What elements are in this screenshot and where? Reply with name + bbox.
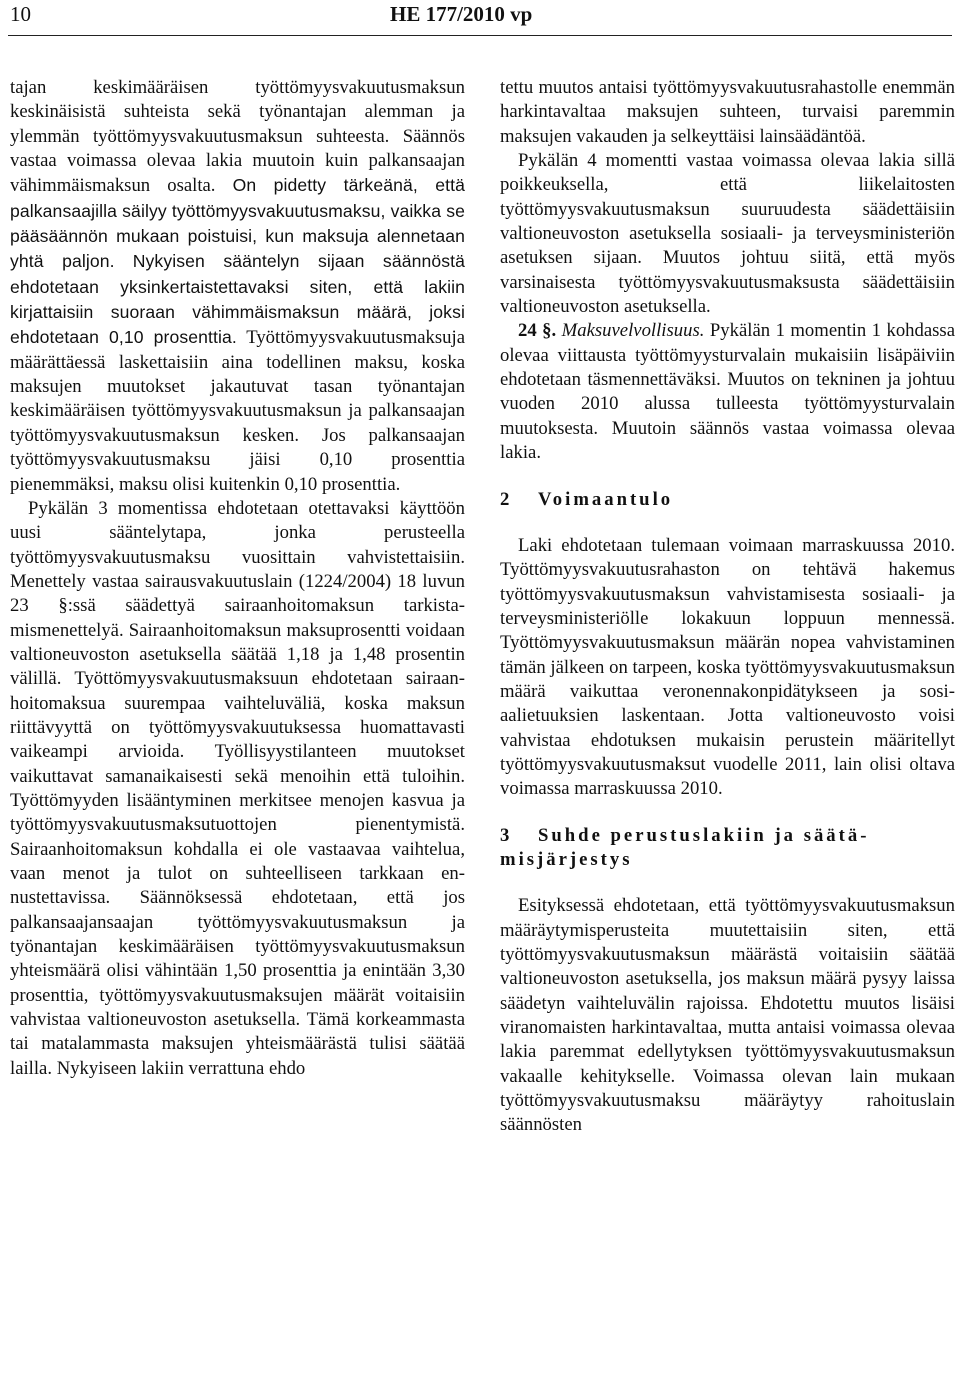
heading-number: 2 xyxy=(500,488,510,510)
paragraph-constitution: Esityksessä ehdotetaan, että työttömyysvakuutusmaksun määräytymisperusteita muutettaisiin siten, että työttömyysvakuutusmaksun määrästä voitaisiin säätää valtioneuvoston asetuksella, jos maksun määrä pysyy laissa säädetyn vaihteluvälin rajoissa. Ehdotettu muutos lisäisi viranomaisten harkintavaltaa, mutta antaisi voimassa olevaa lakia paremmat edellytyksen työttömyysvakuutusmaksun vakaalle kehitykselle. Voimassa olevan lain mukaan työttömyysvakuutusmaksu määräytyy rahoituslain säännösten xyxy=(500,895,955,1136)
heading-text: Voimaantulo xyxy=(538,488,674,510)
page-header xyxy=(0,0,960,40)
paragraph-section-24 xyxy=(500,319,955,465)
heading-voimaantulo xyxy=(500,488,955,512)
text-segment: On pidetty tärkeänä, että palkansaajilla säilyy työttömyysvakuutusmaksu, vaikka se pääsäännön mukaan poistuisi, kun maksuja alennetaan yhtä paljon. xyxy=(10,175,465,272)
page-number: 10 xyxy=(10,2,31,26)
text-segment: Nykyisen sääntelyn sijaan säännöstä ehdotetaan yksinkertaistettavaksi siten, että lakiin kirjattaisiin suoraan vähimmäismaksun määrä, joksi ehdotetaan 0,10 prosenttia. xyxy=(10,251,466,348)
section-text: Pykälän 1 momentin 1 kohdassa olevaa viittausta työttömyysturvalain mukaisiin lisäpäiviin ehdotetaan täsmennettäväksi. Muutos on tekninen ja johtuu vuoden 2010 alussa tulleesta työttömyysturvalain muutoksesta. Muutoin säännös vastaa voimassa olevaa lakia. xyxy=(500,320,955,464)
paragraph-section-rationale xyxy=(10,76,465,497)
left-column xyxy=(10,76,465,1081)
heading-text: Suhde perustuslakiin ja säätämisjärjestys xyxy=(500,824,867,870)
text-segment: tajan keskimääräisen työttömyysvakuutusmaksun keskinäisistä suhteista sekä työnantajan alemman ja ylemmän työttömyysvakuutusmaksun suhteesta. Säännös vastaa voimassa olevaa lakia muutoin kuin palkansaajan vähimmäismaksun osalta. xyxy=(10,77,465,197)
section-title: Maksuvelvollisuus. xyxy=(561,320,705,342)
paragraph-continuation: tettu muutos antaisi työttömyysvakuutusrahastolle enemmän harkintavaltaa maksujen suhteen, turvaisi paremmin maksujen vakauden ja selkeyttäisi lainsäädäntöä. xyxy=(500,77,955,147)
paragraph-moment-4: Pykälän 4 momentti vastaa voimassa olevaa lakia sillä poikkeuksella, että liikelaitosten työttömyysvakuutusmaksun suuruudesta säädettäisiin valtioneuvoston asetuksella sosiaali- ja terveysministeriön asetuksen sijaan. Muutos johtuu siitä, että myös varsinaisesta työttömyysvakuutusmaksusta säädettäisiin valtioneuvoston asetuksella. xyxy=(500,150,955,318)
paragraph-entry-into-force: Laki ehdotetaan tulemaan voimaan marraskuussa 2010. Työttömyysvakuutusrahaston on tehtävä hakemus työttömyysvakuutusmaksun vahvistamisesta sosiaali- ja terveysministeriölle lokakuun loppuun mennessä. Työttömyysvakuutusmaksun määrän nopea vahvistaminen tämän jälkeen on tarpeen, koska työttömyysvakuutusmaksun määrä vaikuttaa veronennakonpidätykseen ja sosiaalietuuksien laskentaan. Jotta valtioneuvosto voisi vahvistaa ehdotuksen mukaisin perustein määritellyt työttömyysvakuutusmaksut vuodelle 2011, lain olisi oltava voimassa marraskuussa 2010. xyxy=(500,534,955,800)
heading-number: 3 xyxy=(500,824,510,846)
document-reference: HE 177/2010 vp xyxy=(390,2,533,26)
heading-constitution xyxy=(500,824,955,873)
section-number: 24 §. xyxy=(518,320,557,342)
paragraph-moment-3: Pykälän 3 momentissa ehdotetaan otettavaksi käyttöön uusi sääntelytapa, jonka perusteella työttömyysvakuutusmaksu vuosittain vahvistettaisiin. Menettely vastaa sairausvakuutuslain (1224/2004) 18 luvun 23 §:ssä säädettyä sairaanhoitomaksun tarkistamismenettelyä. Sairaanhoitomaksun maksuprosentti voidaan valtioneuvoston asetuksella säätää 1,18 ja 1,48 prosentin välillä. Työttömyysvakuutusmaksuun ehdotetaan sairaanhoitomaksua suurempaa vaihteluväliä, koska maksun riittävyyttä on työttömyysvakuutuksessa huomattavasti vaikeampi arvioida. Työllisyystilanteen muutokset vaikuttavat samanaikaisesti sekä menoihin että tuloihin. Työttömyyden lisääntyminen merkitsee menojen kasvua ja työttömyysvakuutusmaksutuottojen pienentymistä. Sairaanhoitomaksun kohdalla ei ole vastaavaa vaihtelua, vaan menot ja tulot on suhteelliseen tarkkaan ennustettavissa. Säännöksessä ehdotetaan, että jos palkansaajansaajan työttömyysvakuutusmaksun ja työnantajan keskimääräisen työttömyysvakuutusmaksun yhteismäärä olisi vähintään 1,50 prosenttia ja enintään 3,30 prosenttia, työttömyysvakuutusmaksujen määrät voitaisiin vahvistaa valtioneuvoston asetuksella. Tämä korkeammasta tai matalammasta maksujen yhteismäärästä tulisi säätää lailla. Nykyiseen lakiin verrattuna ehdo xyxy=(10,497,465,1079)
header-rule xyxy=(8,35,952,36)
text-segment: Työttömyysvakuutusmaksuja määrättäessä laskettaisiin aina todellinen maksu, koska maksujen muutokset jakautuvat tasan työnantajan keskimääräisen työttömyysvakuutusmaksun ja palkansaajan työttömyysvakuutusmaksun kesken. Jos palkansaajan työttömyysvakuutusmaksu jäisi 0,10 prosenttia pienemmäksi, maksu olisi kuitenkin 0,10 prosenttia. xyxy=(10,327,465,495)
right-column xyxy=(500,76,955,1138)
